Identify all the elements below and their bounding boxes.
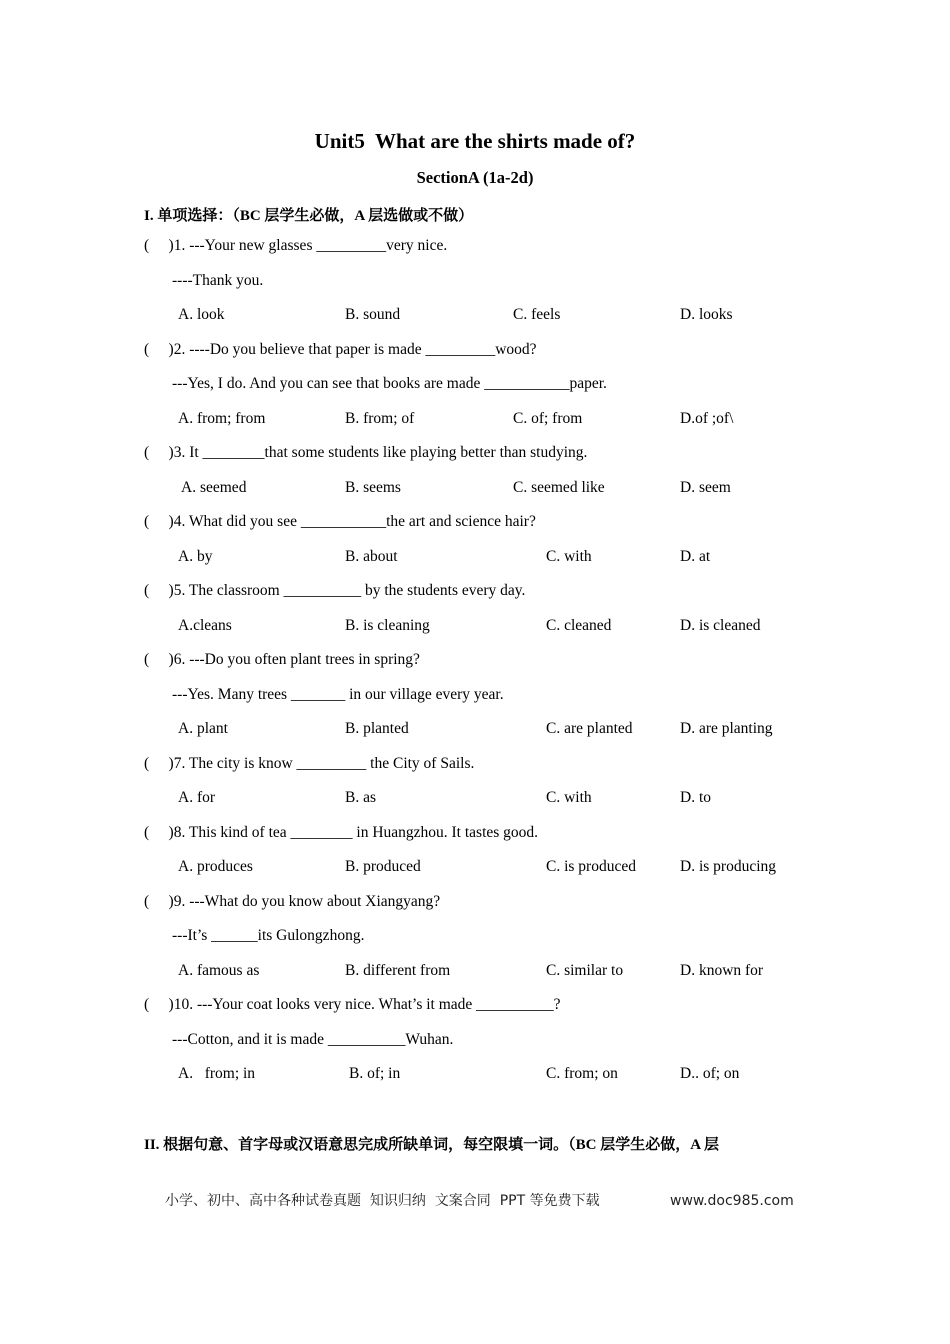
answer-option: D. looks [680, 306, 733, 323]
answer-option: B. different from [345, 961, 451, 979]
answer-option: A. famous as [178, 961, 260, 979]
answer-option: B. planted [345, 720, 409, 737]
answer-option: D.. of; on [680, 1065, 740, 1082]
answer-option: B. from; of [345, 409, 415, 427]
answer-option: C. feels [513, 306, 561, 323]
answer-option: A. for [178, 789, 216, 806]
answer-option: C. similar to [546, 961, 624, 979]
part1-heading: I. 单项选择：（BC 层学生必做，A 层选做或不做） [144, 208, 474, 224]
answer-option: D. to [680, 789, 711, 806]
question-stem: ( )8. This kind of tea ________ in Huangzhou. It tastes good. [144, 823, 539, 841]
footer-text: 小学、初中、高中各种试卷真题 知识归纳 文案合同 PPT 等免费下载 [165, 1193, 600, 1209]
question-line: ---It’s ______its Gulongzhong. [172, 927, 365, 944]
question-stem: ( )7. The city is know _________ the City of Sails. [144, 754, 475, 772]
answer-option: C. from; on [546, 1065, 618, 1082]
answer-option: A. from; in [178, 1065, 256, 1082]
question-line: ---Cotton, and it is made __________Wuhan. [172, 1030, 454, 1048]
answer-option: D. is cleaned [680, 616, 761, 634]
answer-option: B. sound [345, 306, 401, 323]
answer-option: D. seem [680, 478, 731, 496]
page-title: Unit5 What are the shirts made of? [314, 129, 636, 153]
section-subtitle: SectionA (1a-2d) [416, 168, 534, 187]
answer-option: C. seemed like [513, 478, 605, 496]
answer-option: B. produced [345, 858, 421, 875]
question-line: ----Thank you. [172, 271, 264, 289]
answer-option: C. with [546, 547, 592, 565]
question-stem: ( )2. ----Do you believe that paper is made _________wood? [144, 340, 537, 358]
answer-option: A. seemed [178, 478, 247, 496]
answer-option: A. look [178, 306, 225, 323]
question-stem: ( )5. The classroom __________ by the students every day. [144, 582, 526, 599]
answer-option: D.of ;of\ [680, 409, 734, 427]
question-line: ---Yes. Many trees _______ in our village every year. [172, 685, 504, 703]
question-stem: ( )9. ---What do you know about Xiangyang? [144, 892, 441, 910]
answer-option: C. cleaned [546, 616, 612, 634]
answer-option: D. is producing [680, 858, 777, 875]
answer-option: B. about [345, 547, 398, 565]
footer-url[interactable]: www.doc985.com [670, 1193, 794, 1209]
answer-option: A. by [178, 547, 213, 565]
answer-option: C. with [546, 789, 592, 806]
answer-option: B. seems [345, 478, 401, 496]
question-stem: ( )4. What did you see ___________the art and science hair? [144, 513, 536, 530]
answer-option: B. of; in [349, 1065, 401, 1082]
answer-option: A. plant [178, 720, 228, 737]
answer-option: C. are planted [546, 720, 633, 737]
answer-option: A.cleans [178, 616, 232, 634]
answer-option: D. are planting [680, 720, 773, 737]
answer-option: B. is cleaning [345, 616, 430, 634]
answer-option: A. from; from [178, 409, 266, 427]
answer-option: B. as [345, 789, 376, 806]
question-stem: ( )10. ---Your coat looks very nice. What’s it made __________? [144, 996, 561, 1013]
question-stem: ( )3. It ________that some students like playing better than studying. [144, 444, 588, 461]
question-stem: ( )1. ---Your new glasses _________very nice. [144, 237, 448, 254]
answer-option: C. of; from [513, 409, 583, 427]
answer-option: D. at [680, 547, 711, 565]
answer-option: C. is produced [546, 858, 636, 875]
answer-option: D. known for [680, 961, 764, 979]
question-line: ---Yes, I do. And you can see that books are made ___________paper. [172, 375, 607, 392]
part2-heading: II. 根据句意、首字母或汉语意思完成所缺单词，每空限填一词。（BC 层学生必做，A 层 [144, 1137, 720, 1153]
question-stem: ( )6. ---Do you often plant trees in spring? [144, 651, 420, 668]
answer-option: A. produces [178, 858, 253, 875]
